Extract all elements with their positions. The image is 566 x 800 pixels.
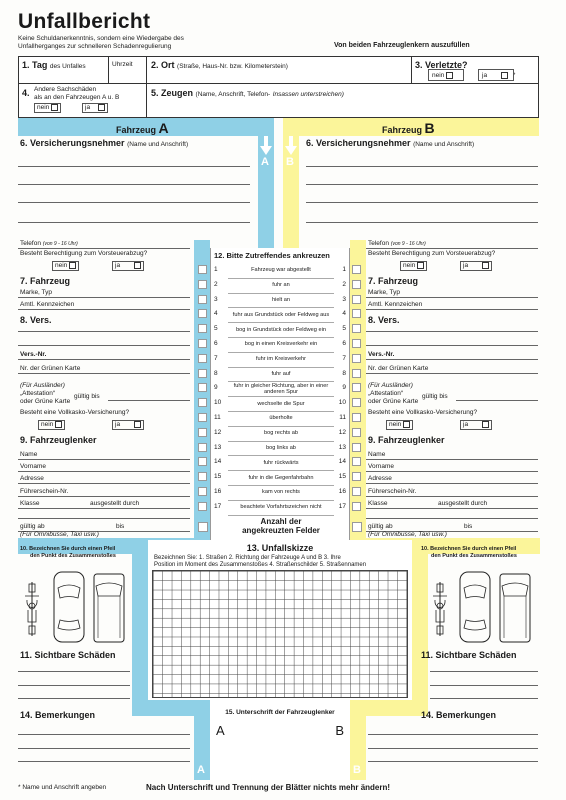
b-vat-no-checkbox[interactable] — [417, 262, 424, 269]
circumstance-number-right: 4 — [342, 310, 346, 318]
sketch-grid[interactable] — [152, 570, 408, 698]
a-driver-name-label: Name — [20, 451, 38, 458]
a-driver-first-name-label: Vorname — [20, 463, 47, 470]
a-vat-question: Besteht Berechtigung zum Vorsteuerabzug? — [20, 250, 148, 257]
date-field[interactable] — [22, 60, 86, 70]
b-comp-yes-label: ja — [463, 421, 469, 429]
b-remarks-line-2 — [368, 748, 538, 749]
a-policyholder-title: 6. Versicherungsnehmer — [20, 138, 125, 148]
circumstance-number-right: 1 — [342, 266, 346, 273]
b-phone-field[interactable] — [368, 240, 426, 248]
b-driver-first-name-line — [366, 471, 538, 472]
a-vat-yes-option[interactable] — [112, 261, 144, 271]
b-driver-title: 9. Fahrzeuglenker — [368, 435, 445, 445]
injured-star: * — [512, 72, 516, 80]
b-policyholder-line-3 — [306, 202, 538, 203]
a-policyholder-line-2 — [18, 184, 250, 185]
b-until-label: bis — [464, 523, 473, 530]
b-driver-address-label: Adresse — [368, 475, 392, 482]
a-driver-class-line — [18, 508, 190, 509]
b-driver-first-name-label: Vorname — [368, 463, 395, 470]
a-comp-no-option[interactable] — [38, 420, 65, 430]
a-circumstance-checkbox[interactable] — [198, 428, 207, 437]
vehicle-b-header — [382, 120, 435, 136]
b-remarks-line-1 — [368, 734, 538, 735]
vehicle-b-arrow-icon — [283, 136, 299, 156]
b-foreigners-label: (Für Ausländer) — [368, 382, 413, 389]
b-circumstance-checkbox[interactable] — [352, 324, 361, 333]
a-circumstance-checkbox[interactable] — [198, 309, 207, 318]
a-vat-no-label: nein — [55, 262, 68, 270]
sketch-instructions-1: Bezeichnen Sie: 1. Straßen 2. Richtung der Fahrzeuge A und B 3. Ihre — [154, 555, 341, 561]
warning-text: Nach Unterschrift und Trennung der Blätter nichts mehr ändern! — [146, 783, 391, 792]
circumstance-number-left: 8 — [214, 369, 218, 377]
b-car-icon[interactable] — [458, 570, 492, 644]
date-field-title: 1. Tag — [22, 60, 48, 70]
circumstance-number-left: 7 — [214, 354, 218, 362]
circumstance-label: fuhr auf — [271, 370, 291, 377]
circumstance-label: hielt an — [271, 296, 291, 303]
other-damage-yes-option[interactable] — [82, 103, 108, 113]
circumstance-label: Fahrzeug war abgestellt — [251, 267, 311, 274]
a-impact-line-1: 10. Bezeichnen Sie durch einen Pfeil — [20, 546, 116, 552]
location-field-sub: (Straße, Haus-Nr. bzw. Kilometerstein) — [177, 63, 288, 70]
circumstance-label: fuhr an — [272, 282, 290, 289]
b-driver-address-line — [366, 483, 538, 484]
injured-no-box — [428, 69, 464, 81]
a-until-label: bis — [116, 523, 125, 530]
other-damage-no-checkbox[interactable] — [51, 104, 58, 111]
b-insurance-title: 8. Vers. — [368, 315, 400, 325]
a-impact-line-2: den Punkt des Zusammenstoßes — [30, 553, 116, 559]
a-driver-issued-label: ausgestellt durch — [90, 500, 140, 507]
top-divider-v3 — [411, 56, 412, 83]
injured-no-label: nein — [432, 72, 445, 80]
witnesses-sub: (Name, Anschrift, Telefon- — [195, 91, 271, 98]
a-remarks-line-1 — [18, 734, 190, 735]
b-policyholder-field[interactable] — [306, 138, 474, 148]
b-count-box[interactable] — [352, 522, 362, 532]
signature-b-field[interactable] — [292, 722, 344, 762]
b-damage-line-3 — [430, 698, 538, 699]
a-driver-license-label: Führerschein-Nr. — [20, 488, 69, 495]
a-circumstance-checkbox[interactable] — [198, 398, 207, 407]
injured-title: 3. Verletzte? — [415, 60, 468, 70]
b-motorcycle-icon[interactable] — [430, 580, 450, 638]
b-vat-question: Besteht Berechtigung zum Vorsteuerabzug? — [368, 250, 496, 257]
a-insurance-line-2 — [18, 345, 190, 346]
subtitle-line-1: Keine Schuldanerkenntnis, sondern eine Wiedergabe des — [18, 35, 184, 42]
circumstance-number-left: 5 — [214, 325, 218, 333]
a-make-line — [18, 297, 190, 298]
circumstance-number-right: 14 — [338, 458, 346, 466]
b-vat-no-label: nein — [403, 262, 416, 270]
top-divider-h — [18, 83, 539, 84]
a-driver-title: 9. Fahrzeuglenker — [20, 435, 97, 445]
a-policyholder-line-1 — [18, 166, 250, 167]
b-circumstance-checkbox[interactable] — [352, 295, 361, 304]
signature-b-label: B — [335, 723, 344, 738]
b-truck-icon[interactable] — [498, 572, 532, 644]
b-plate-label: Amtl. Kennzeichen — [368, 301, 423, 308]
b-attestation-label: „Attestation“ — [368, 390, 404, 397]
a-phone-line — [18, 248, 190, 249]
a-phone-hours: (von 9 - 16 Uhr) — [42, 241, 78, 247]
b-circumstance-checkbox[interactable] — [352, 457, 361, 466]
b-remarks-title: 14. Bemerkungen — [421, 710, 497, 720]
other-damage-no-option[interactable] — [34, 103, 61, 113]
a-attestation-label: „Attestation“ — [20, 390, 56, 397]
vehicle-b-band-bottom — [350, 700, 428, 716]
b-driver-issued-label: ausgestellt durch — [438, 500, 488, 507]
a-bottom-letter: A — [197, 764, 205, 776]
b-driver-license-label: Führerschein-Nr. — [368, 488, 417, 495]
witnesses-sub-italic: Insassen unterstreichen) — [272, 91, 344, 98]
b-policyholder-line-4 — [306, 222, 538, 223]
a-comprehensive-question: Besteht eine Vollkasko-Versicherung? — [20, 409, 130, 416]
circumstance-number-right: 6 — [342, 340, 346, 347]
a-policyholder-line-4 — [18, 222, 250, 223]
circumstance-number-right: 3 — [342, 295, 346, 303]
a-circumstance-checkbox[interactable] — [198, 295, 207, 304]
b-circumstance-checkbox[interactable] — [352, 443, 361, 452]
a-plate-label: Amtl. Kennzeichen — [20, 301, 75, 308]
a-comp-yes-option[interactable] — [112, 420, 144, 430]
b-policy-line — [366, 359, 538, 360]
b-impact-line-1: 10. Bezeichnen Sie durch einen Pfeil — [421, 546, 517, 552]
b-or-green-label: oder Grüne Karte — [368, 398, 419, 405]
vehicle-a-arrow-icon — [258, 136, 274, 156]
a-phone-field[interactable] — [20, 240, 78, 248]
b-bus-note: (Für Omnibusse, Taxi usw.) — [368, 531, 447, 538]
circumstance-number-right: 13 — [338, 443, 346, 451]
a-vehicle-title: 7. Fahrzeug — [20, 276, 71, 286]
b-phone-label: Telefon — [368, 240, 389, 247]
b-driver-class-line — [366, 508, 538, 509]
a-circumstance-checkbox[interactable] — [198, 265, 207, 274]
a-circumstance-checkbox[interactable] — [198, 383, 207, 392]
other-damage-line-1: Andere Sachschäden — [34, 86, 97, 93]
circumstance-number-right: 9 — [342, 384, 346, 392]
vehicle-b-label: Fahrzeug — [382, 125, 423, 135]
circumstance-number-left: 10 — [214, 399, 222, 407]
circumstance-number-left: 1 — [214, 266, 218, 273]
b-comp-no-checkbox[interactable] — [403, 421, 410, 428]
signature-title: 15. Unterschrift der Fahrzeuglenker — [225, 709, 335, 716]
b-driver-name-line — [366, 459, 538, 460]
b-damage-line-2 — [430, 685, 538, 686]
a-insurance-line-1 — [18, 331, 190, 332]
count-label-line-1: Anzahl der — [260, 517, 302, 526]
vehicle-b-stripe-letter: B — [286, 156, 294, 168]
circumstance-number-left: 13 — [214, 443, 222, 451]
time-field[interactable]: Uhrzeit — [112, 61, 133, 68]
a-circumstance-checkbox[interactable] — [198, 413, 207, 422]
a-policyholder-field[interactable] — [20, 138, 188, 148]
circumstance-number-right: 16 — [338, 488, 346, 495]
b-circumstance-checkbox[interactable] — [352, 369, 361, 378]
circumstance-number-left: 11 — [214, 414, 221, 421]
circumstance-label: bog in Grundstück oder Feldweg ein — [236, 326, 326, 333]
b-impact-line-2: den Punkt des Zusammenstoßes — [431, 553, 517, 559]
b-circumstance-checkbox[interactable] — [352, 354, 361, 363]
b-circumstance-checkbox[interactable] — [352, 280, 361, 289]
b-plate-line — [366, 309, 538, 310]
b-circumstance-checkbox[interactable] — [352, 339, 361, 348]
b-comprehensive-question: Besteht eine Vollkasko-Versicherung? — [368, 409, 478, 416]
b-phone-hours: (von 9 - 16 Uhr) — [390, 241, 426, 247]
date-field-sub: des Unfalles — [49, 63, 86, 70]
a-policy-label: Vers.-Nr. — [20, 351, 47, 358]
a-count-box[interactable] — [198, 522, 208, 532]
a-vat-yes-checkbox[interactable] — [134, 262, 141, 269]
vehicle-a-band-bottom — [132, 700, 210, 716]
a-damage-title: 11. Sichtbare Schäden — [20, 650, 116, 660]
b-make-line — [366, 297, 538, 298]
a-remarks-title: 14. Bemerkungen — [20, 710, 96, 720]
circumstance-number-left: 6 — [214, 340, 218, 347]
circumstance-number-right: 5 — [342, 325, 346, 333]
signature-a-field[interactable] — [216, 722, 268, 762]
a-driver-first-name-line — [18, 471, 190, 472]
other-damage-yes-checkbox[interactable] — [98, 104, 105, 111]
subtitle-line-2: Unfallherganges zur schnelleren Schadenregulierung — [18, 43, 172, 50]
b-policyholder-line-1 — [306, 166, 538, 167]
circumstance-label: fuhr in gleicher Richtung, aber in einer anderen Spur — [233, 382, 329, 395]
a-circumstance-checkbox[interactable] — [198, 280, 207, 289]
page-title: Unfallbericht — [18, 10, 151, 33]
location-field[interactable] — [151, 60, 288, 70]
a-policyholder-sub: (Name und Anschrift) — [127, 141, 189, 148]
a-circumstance-checkbox[interactable] — [198, 324, 207, 333]
a-policy-line — [18, 359, 190, 360]
a-circumstance-checkbox[interactable] — [198, 354, 207, 363]
b-bottom-letter: B — [353, 764, 361, 776]
circumstance-number-left: 12 — [214, 428, 222, 436]
a-driver-address-line — [18, 483, 190, 484]
sketch-title: 13. Unfallskizze — [246, 543, 314, 553]
b-insurance-line-1 — [366, 331, 538, 332]
b-circumstance-checkbox[interactable] — [352, 309, 361, 318]
injured-yes-label: ja — [482, 72, 488, 80]
b-valid-until-label: gültig bis — [422, 393, 448, 400]
b-comp-no-label: nein — [389, 421, 402, 429]
circumstance-label: fuhr im Kreisverkehr — [255, 356, 307, 363]
a-truck-icon[interactable] — [92, 572, 126, 644]
vehicle-a-band-side — [132, 548, 148, 708]
a-circumstance-checkbox[interactable] — [198, 457, 207, 466]
b-make-label: Marke, Typ — [368, 289, 401, 296]
b-damage-title: 11. Sichtbare Schäden — [421, 650, 517, 660]
other-damage-yes-label: ja — [85, 104, 91, 112]
circumstance-separator — [228, 515, 334, 516]
a-vat-no-option[interactable] — [52, 261, 79, 271]
circumstance-label: bog links ab — [266, 444, 296, 451]
vehicle-a-stripe-letter: A — [261, 156, 269, 168]
b-policyholder-title: 6. Versicherungsnehmer — [306, 138, 411, 148]
b-vat-no-option[interactable] — [400, 261, 427, 271]
both-drivers-note: Von beiden Fahrzeuglenkern auszufüllen — [334, 42, 470, 49]
circumstance-label: bog rechts ab — [264, 430, 298, 437]
vehicle-a-letter: A — [158, 120, 169, 136]
a-valid-until-label: gültig bis — [74, 393, 100, 400]
b-circumstance-checkbox[interactable] — [352, 383, 361, 392]
circumstance-number-right: 17 — [338, 502, 346, 510]
top-divider-v2 — [146, 56, 147, 118]
circumstance-number-right: 11 — [339, 414, 346, 421]
a-driver-address-label: Adresse — [20, 475, 44, 482]
b-vehicle-title: 7. Fahrzeug — [368, 276, 419, 286]
b-insurance-line-2 — [366, 345, 538, 346]
a-vat-yes-label: ja — [115, 262, 121, 270]
a-or-green-label: oder Grüne Karte — [20, 398, 71, 405]
circumstance-number-left: 17 — [214, 502, 222, 510]
circumstance-label: fuhr in die Gegenfahrbahn — [248, 474, 314, 481]
b-circumstance-checkbox[interactable] — [352, 413, 361, 422]
b-policyholder-sub: (Name und Anschrift) — [413, 141, 475, 148]
b-valid-from-label: gültig ab — [368, 523, 393, 530]
a-damage-line-2 — [18, 685, 130, 686]
a-circumstance-checkbox[interactable] — [198, 443, 207, 452]
b-damage-line-1 — [430, 671, 538, 672]
a-motorcycle-icon[interactable] — [22, 580, 42, 638]
b-comp-yes-option[interactable] — [460, 420, 492, 430]
a-vat-no-checkbox[interactable] — [69, 262, 76, 269]
a-comp-no-checkbox[interactable] — [55, 421, 62, 428]
witnesses-field[interactable] — [151, 88, 344, 98]
circumstance-number-right: 7 — [342, 354, 346, 362]
a-circumstance-checkbox[interactable] — [198, 339, 207, 348]
circumstance-number-left: 4 — [214, 310, 218, 318]
circumstance-number-right: 12 — [338, 428, 346, 436]
b-circumstance-checkbox[interactable] — [352, 428, 361, 437]
a-bus-note: (Für Omnibusse, Taxi usw.) — [20, 531, 99, 538]
circumstance-label: bog in einen Kreisverkehr ein — [244, 341, 318, 348]
a-green-card-label: Nr. der Grünen Karte — [20, 365, 81, 372]
circumstance-number-right: 15 — [338, 473, 346, 481]
b-circumstance-checkbox[interactable] — [352, 265, 361, 274]
circumstance-label: fuhr rückwärts — [263, 459, 299, 466]
a-circumstance-checkbox[interactable] — [198, 487, 207, 496]
circumstance-label: fuhr aus Grundstück oder Feldweg aus — [232, 311, 330, 318]
b-policy-label: Vers.-Nr. — [368, 351, 395, 358]
circumstance-label: wechselte die Spur — [257, 400, 305, 407]
a-driver-extra-line — [18, 518, 190, 519]
b-driver-extra-line — [366, 518, 538, 519]
circumstances-title: 12. Bitte Zutreffendes ankreuzen — [214, 251, 330, 260]
signature-a-label: A — [216, 723, 225, 738]
count-label-line-2: angekreuzten Felder — [242, 526, 320, 535]
a-comp-no-label: nein — [41, 421, 54, 429]
a-comp-yes-label: ja — [115, 421, 121, 429]
b-vat-yes-option[interactable] — [460, 261, 492, 271]
circumstance-number-left: 9 — [214, 384, 218, 392]
a-car-icon[interactable] — [52, 570, 86, 644]
circumstance-number-right: 2 — [342, 280, 346, 288]
injured-yes-box — [478, 69, 514, 81]
b-vat-yes-label: ja — [463, 262, 469, 270]
b-driver-class-label: Klasse — [368, 500, 388, 507]
a-make-label: Marke, Typ — [20, 289, 53, 296]
circumstance-number-right: 10 — [338, 399, 346, 407]
b-vat-yes-checkbox[interactable] — [482, 262, 489, 269]
a-driver-class-label: Klasse — [20, 500, 40, 507]
circumstance-label: kam von rechts — [262, 489, 300, 496]
b-circumstance-checkbox[interactable] — [352, 502, 361, 511]
other-damage-number: 4. — [22, 88, 30, 98]
circumstance-label: beachtete Vorfahrtszeichen nicht — [240, 504, 322, 511]
sketch-instructions-2: Position im Moment des Zusammenstoßes 4. Straßenschilder 5. Straßennamen — [154, 562, 367, 568]
location-field-title: 2. Ort — [151, 60, 175, 70]
b-circumstance-checkbox[interactable] — [352, 472, 361, 481]
a-circumstance-checkbox[interactable] — [198, 502, 207, 511]
circumstance-label: überholte — [269, 415, 293, 422]
b-circumstance-checkbox[interactable] — [352, 487, 361, 496]
circumstance-number-left: 2 — [214, 280, 218, 288]
a-damage-line-1 — [18, 671, 130, 672]
a-green-card-line — [18, 373, 190, 374]
b-driver-license-line — [366, 496, 538, 497]
a-damage-line-3 — [18, 698, 130, 699]
witnesses-title: 5. Zeugen — [151, 88, 194, 98]
a-remarks-line-3 — [18, 761, 190, 762]
b-valid-until-line — [456, 400, 538, 401]
a-circumstance-checkbox[interactable] — [198, 472, 207, 481]
circumstance-number-left: 14 — [214, 458, 222, 466]
a-driver-license-line — [18, 496, 190, 497]
circumstance-number-right: 8 — [342, 369, 346, 377]
a-phone-label: Telefon — [20, 240, 41, 247]
b-circumstance-checkbox[interactable] — [352, 398, 361, 407]
a-driver-name-line — [18, 459, 190, 460]
circumstance-number-left: 3 — [214, 295, 218, 303]
circumstance-number-left: 16 — [214, 488, 222, 495]
other-damage-no-label: nein — [37, 104, 50, 112]
b-comp-yes-checkbox[interactable] — [482, 421, 489, 428]
footnote: * Name und Anschrift angeben — [18, 784, 107, 791]
a-valid-until-line — [108, 400, 190, 401]
b-green-card-label: Nr. der Grünen Karte — [368, 365, 429, 372]
top-divider-v1 — [108, 56, 109, 83]
a-plate-line — [18, 309, 190, 310]
b-policyholder-line-2 — [306, 184, 538, 185]
a-insurance-title: 8. Vers. — [20, 315, 52, 325]
a-valid-from-label: gültig ab — [20, 523, 45, 530]
b-green-card-line — [366, 373, 538, 374]
a-remarks-line-2 — [18, 748, 190, 749]
a-foreigners-label: (Für Ausländer) — [20, 382, 65, 389]
vehicle-a-header — [116, 120, 169, 136]
a-policyholder-line-3 — [18, 202, 250, 203]
vehicle-b-letter: B — [424, 120, 435, 136]
b-phone-line — [366, 248, 538, 249]
count-label — [236, 517, 326, 535]
b-comp-no-option[interactable] — [386, 420, 413, 430]
circumstance-number-left: 15 — [214, 473, 222, 481]
b-driver-name-label: Name — [368, 451, 386, 458]
other-damage-line-2: als an den Fahrzeugen A u. B — [34, 94, 120, 101]
a-comp-yes-checkbox[interactable] — [134, 421, 141, 428]
a-circumstance-checkbox[interactable] — [198, 369, 207, 378]
vehicle-b-band-side — [412, 548, 428, 708]
b-remarks-line-3 — [368, 761, 538, 762]
vehicle-a-label: Fahrzeug — [116, 125, 157, 135]
